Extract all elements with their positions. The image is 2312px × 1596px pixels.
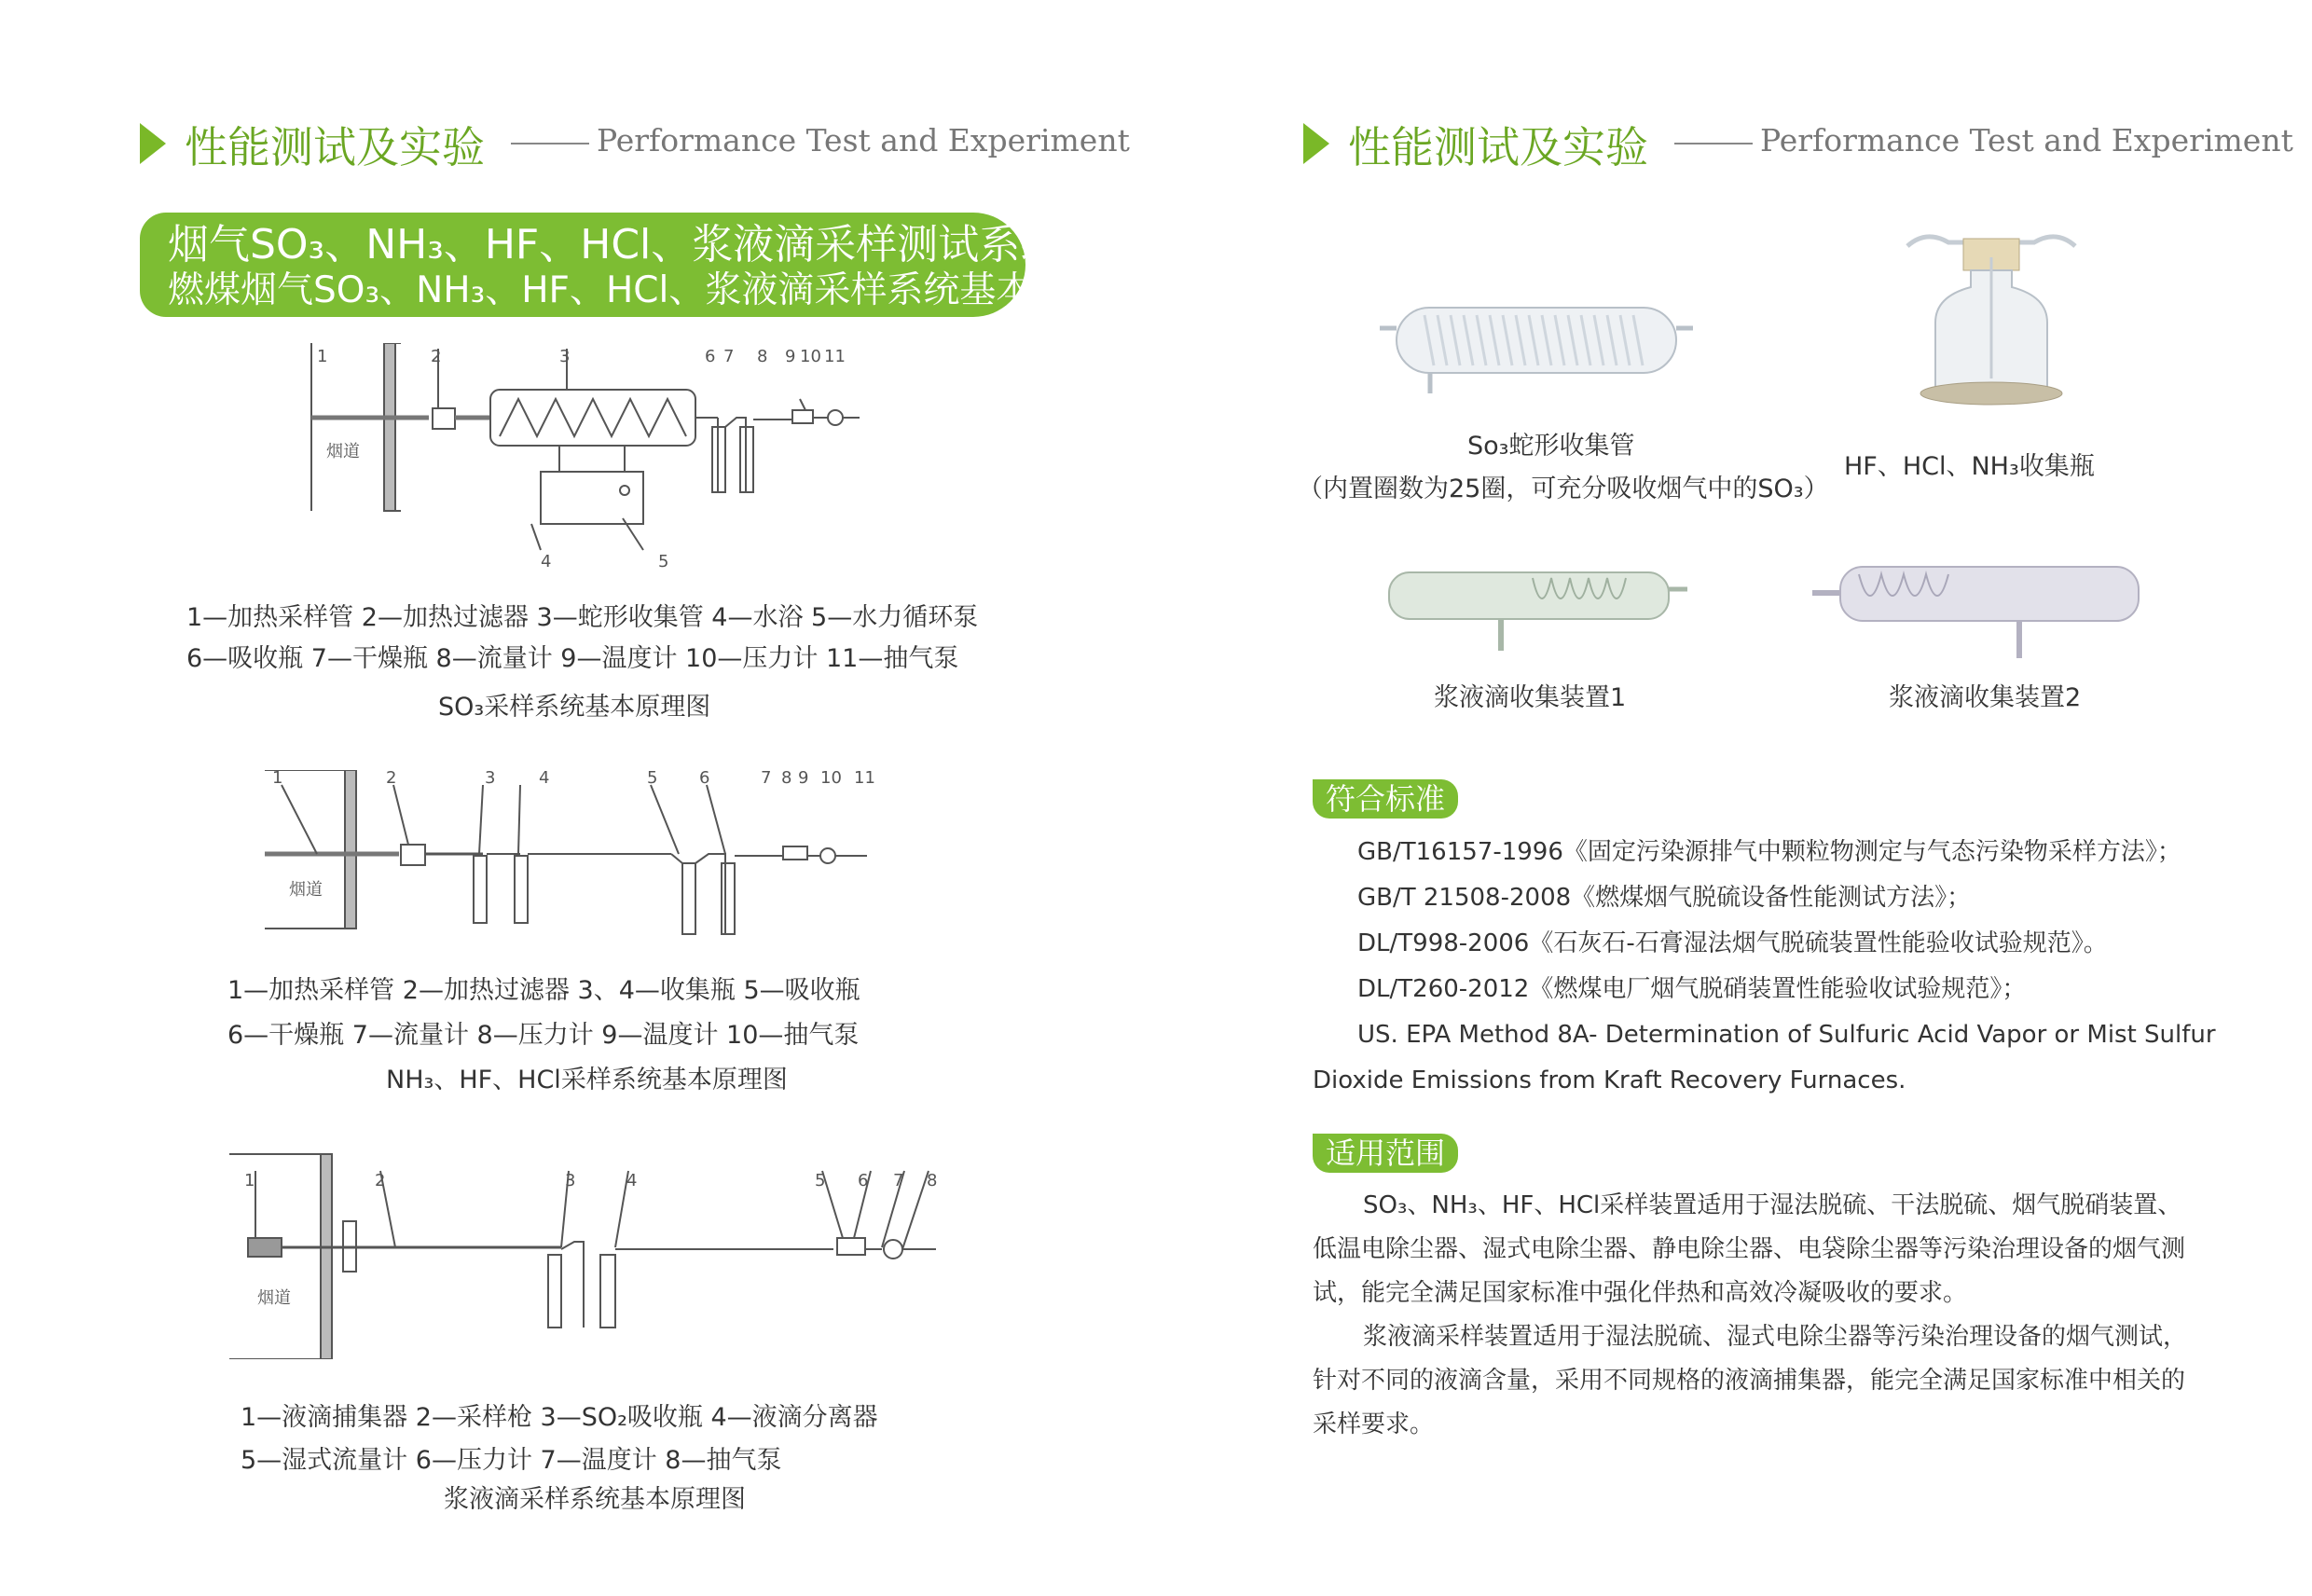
svg-text:6: 6 [705,347,716,366]
svg-text:11: 11 [854,770,875,788]
standard-item: DL/T998-2006《石灰石-石膏湿法烟气脱硫装置性能验收试验规范》。 [1357,929,2108,957]
scope-text [1313,1184,2198,1447]
svg-text:烟道: 烟道 [289,880,323,900]
scope-heading: 适用范围 [1313,1134,1458,1173]
collection-bottle-image [1898,220,2085,416]
svg-text:9: 9 [798,770,809,788]
svg-text:4: 4 [539,770,550,788]
svg-text:1: 1 [244,1171,255,1190]
svg-text:8: 8 [781,770,792,788]
diagram1-legend-row1: 1—加热采样管 2—加热过滤器 3—蛇形收集管 4—水浴 5—水力循环泵 [186,603,979,632]
droplet-collector1-image [1383,565,1691,658]
product1-name: So₃蛇形收集管 [1467,432,1635,461]
diagram1-legend-row2: 6—吸收瓶 7—干燥瓶 8—流量计 9—温度计 10—压力计 11—抽气泵 [186,644,959,673]
svg-text:5: 5 [647,770,658,788]
svg-text:4: 4 [541,552,552,571]
section-divider [1674,143,1753,144]
banner-subtitle: 燃煤烟气SO₃、NH₃、HF、HCl、浆液滴采样系统基本原理 [168,269,1106,311]
standards-list [1357,830,2181,1012]
svg-text:10: 10 [800,347,821,366]
section-title-en: Performance Test and Experiment [1760,122,2293,158]
standard-item: GB/T 21508-2008《燃煤烟气脱硫设备性能测试方法》； [1357,884,1972,912]
svg-text:7: 7 [723,347,735,366]
svg-text:6: 6 [858,1171,869,1190]
banner-title: 烟气SO₃、NH₃、HF、HCl、浆液滴采样测试系统 [168,221,1062,268]
epa-standard [1313,1012,2216,1104]
svg-text:3: 3 [485,770,496,788]
product2-name: HF、HCl、NH₃收集瓶 [1844,452,2095,481]
diagram3-legend-row1: 1—液滴捕集器 2—采样枪 3—SO₂吸收瓶 4—液滴分离器 [241,1403,878,1432]
svg-text:2: 2 [431,347,442,366]
diagram2-caption: NH₃、HF、HCl采样系统基本原理图 [386,1066,788,1094]
svg-text:4: 4 [626,1171,638,1190]
epa-line1: US. EPA Method 8A- Determination of Sulfuric Acid Vapor or Mist Sulfur [1357,1021,2216,1049]
section-title-en: Performance Test and Experiment [597,122,1130,158]
svg-text:7: 7 [893,1171,904,1190]
diagram2-legend-row1: 1—加热采样管 2—加热过滤器 3、4—收集瓶 5—吸收瓶 [227,976,860,1005]
svg-text:烟道: 烟道 [257,1288,291,1308]
diagram1-caption: SO₃采样系统基本原理图 [438,693,711,722]
svg-text:9: 9 [785,347,796,366]
svg-text:8: 8 [757,347,768,366]
diagram3-legend-row2: 5—湿式流量计 6—压力计 7—温度计 8—抽气泵 [241,1446,782,1475]
scope-paragraph-1: SO₃、NH₃、HF、HCl采样装置适用于湿法脱硫、干法脱硫、烟气脱硝装置、低温电除尘器、湿式电除尘器、静电除尘器、电袋除尘器等污染治理设备的烟气测试，能完全满足国家标准中强化伴热和高效冷凝吸收的要求。 [1313,1191,2186,1307]
so3-sampling-diagram [308,343,886,576]
section-divider [511,143,589,144]
flue-label: 烟道 [326,442,360,461]
svg-text:10: 10 [820,770,842,788]
svg-text:7: 7 [761,770,772,788]
svg-text:2: 2 [375,1171,386,1190]
system-banner [140,213,1106,317]
product4-name: 浆液滴收集装置2 [1889,683,2082,712]
svg-text:2: 2 [386,770,397,788]
slurry-droplet-sampling-diagram [227,1152,955,1359]
section-title-cn: 性能测试及实验 [1348,122,1648,172]
svg-text:5: 5 [658,552,669,571]
product1-note: （内置圈数为25圈，可充分吸收烟气中的SO₃） [1298,475,1829,503]
so3-serpentine-tube-image [1378,289,1695,401]
epa-line2: Dioxide Emissions from Kraft Recovery Furnaces. [1313,1066,1906,1094]
svg-text:11: 11 [824,347,846,366]
svg-text:3: 3 [565,1171,576,1190]
droplet-collector2-image [1803,561,2157,666]
section-arrow-icon [1303,123,1329,164]
svg-text:6: 6 [699,770,710,788]
nh3-hf-hcl-sampling-diagram [261,770,914,956]
section-title-cn: 性能测试及实验 [185,122,485,172]
standards-heading: 符合标准 [1313,779,1458,819]
scope-paragraph-2: 浆液滴采样装置适用于湿法脱硫、湿式电除尘器等污染治理设备的烟气测试，针对不同的液滴含量，采用不同规格的液滴捕集器，能完全满足国家标准中相关的采样要求。 [1313,1323,2188,1438]
standard-item: GB/T16157-1996《固定污染源排气中颗粒物测定与气态污染物采样方法》； [1357,838,2181,866]
standard-item: DL/T260-2012《燃煤电厂烟气脱硝装置性能验收试验规范》； [1357,975,2027,1003]
svg-text:3: 3 [559,347,571,366]
svg-text:5: 5 [815,1171,826,1190]
svg-text:1: 1 [317,347,328,366]
diagram2-legend-row2: 6—干燥瓶 7—流量计 8—压力计 9—温度计 10—抽气泵 [227,1021,860,1050]
svg-text:8: 8 [927,1171,938,1190]
svg-text:1: 1 [272,770,283,788]
product3-name: 浆液滴收集装置1 [1434,683,1627,712]
section-arrow-icon [140,123,166,164]
diagram3-caption: 浆液滴采样系统基本原理图 [444,1485,746,1514]
